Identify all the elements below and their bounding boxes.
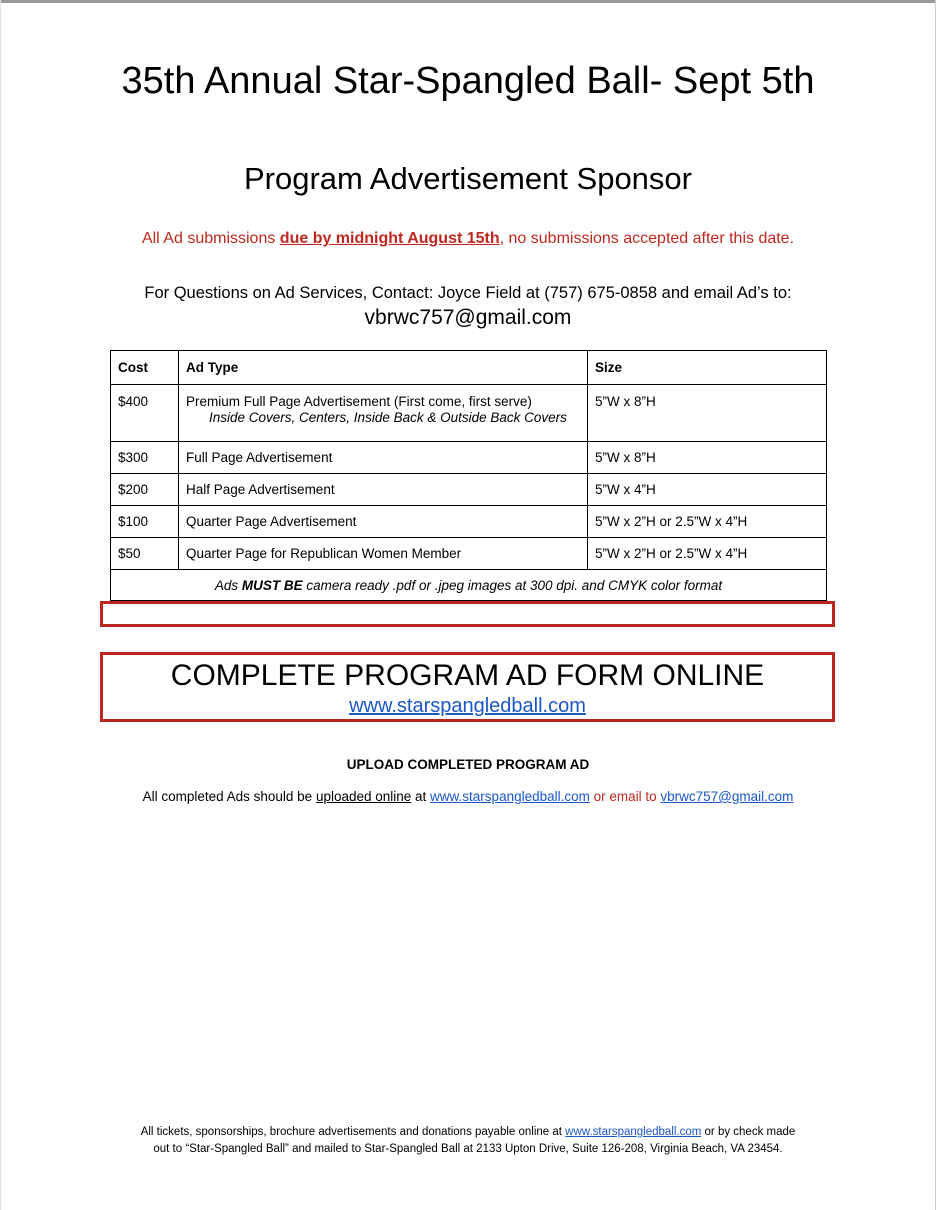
deadline-notice — [0, 229, 936, 249]
upload-email-link[interactable]: vbrwc757@gmail.com — [660, 789, 794, 804]
row-size: 5”W x 8”H — [588, 385, 827, 442]
footer-website-link[interactable]: www.starspangledball.com — [565, 1126, 702, 1138]
row-cost: $100 — [111, 506, 179, 538]
row-ad-type: Quarter Page for Republican Women Member — [179, 538, 588, 570]
row-ad-type: Full Page Advertisement — [179, 442, 588, 474]
row-cost: $400 — [111, 385, 179, 442]
table-row — [111, 442, 827, 474]
ad-pricing-table — [110, 350, 827, 601]
deadline-date: due by midnight August 15th — [279, 230, 500, 247]
row-ad-type: Half Page Advertisement — [179, 474, 588, 506]
table-row — [111, 538, 827, 570]
row-size: 5”W x 8”H — [588, 442, 827, 474]
row-ad-type — [179, 385, 588, 442]
page-title: 35th Annual Star-Spangled Ball- Sept 5th — [121, 60, 815, 102]
upload-mid: at — [411, 789, 431, 804]
deadline-suffix: , no submissions accepted after this date. — [499, 230, 795, 247]
ad-type-label: Premium Full Page Advertisement (First come, first serve) — [186, 394, 532, 409]
empty-red-box — [100, 601, 835, 627]
row-cost: $300 — [111, 442, 179, 474]
upload-instructions — [0, 789, 936, 804]
footer-payment-info — [110, 1124, 826, 1158]
page-subtitle: Program Advertisement Sponsor — [244, 161, 692, 196]
header-ad-type: Ad Type — [179, 351, 588, 385]
footer-line1-suffix: or by check made — [701, 1126, 796, 1138]
row-size: 5”W x 4”H — [588, 474, 827, 506]
upload-prefix: All completed Ads should be — [142, 789, 316, 804]
contact-email: vbrwc757@gmail.com — [364, 306, 572, 329]
callout-website-link[interactable]: www.starspangledball.com — [349, 695, 586, 717]
upload-website-link[interactable]: www.starspangledball.com — [430, 789, 590, 804]
header-size: Size — [588, 351, 827, 385]
upload-online-text: uploaded online — [315, 789, 412, 804]
header-cost: Cost — [111, 351, 179, 385]
upload-or-email: or email to — [589, 789, 661, 804]
table-note-row — [111, 570, 827, 601]
table-header-row — [111, 351, 827, 385]
note-suffix: camera ready .pdf or .jpeg images at 300 dpi. and CMYK color format — [302, 577, 723, 593]
row-cost: $50 — [111, 538, 179, 570]
table-row — [111, 506, 827, 538]
footer-line1-prefix: All tickets, sponsorships, brochure advertisements and donations payable online at — [140, 1126, 566, 1138]
table-row — [111, 385, 827, 442]
ad-type-note: Inside Covers, Centers, Inside Back & Outside Back Covers — [209, 410, 567, 425]
table-row — [111, 474, 827, 506]
footer-line2: out to “Star-Spangled Ball” and mailed to Star-Spangled Ball at 2133 Upton Drive, Suite 126-208, Virginia Beach, VA 23454. — [153, 1143, 783, 1155]
row-ad-type: Quarter Page Advertisement — [179, 506, 588, 538]
note-prefix: Ads — [214, 577, 242, 593]
upload-heading: UPLOAD COMPLETED PROGRAM AD — [346, 757, 590, 772]
row-size: 5”W x 2”H or 2.5”W x 4”H — [588, 538, 827, 570]
row-cost: $200 — [111, 474, 179, 506]
row-size: 5”W x 2”H or 2.5”W x 4”H — [588, 506, 827, 538]
page-top-border — [0, 0, 936, 3]
online-form-callout — [100, 652, 835, 722]
contact-line: For Questions on Ad Services, Contact: Joyce Field at (757) 675-0858 and email Ad’s to: — [144, 284, 792, 302]
format-requirements-note — [111, 570, 827, 601]
note-emphasis: MUST BE — [241, 577, 303, 593]
callout-title: COMPLETE PROGRAM AD FORM ONLINE — [170, 659, 765, 692]
deadline-prefix: All Ad submissions — [141, 230, 280, 247]
